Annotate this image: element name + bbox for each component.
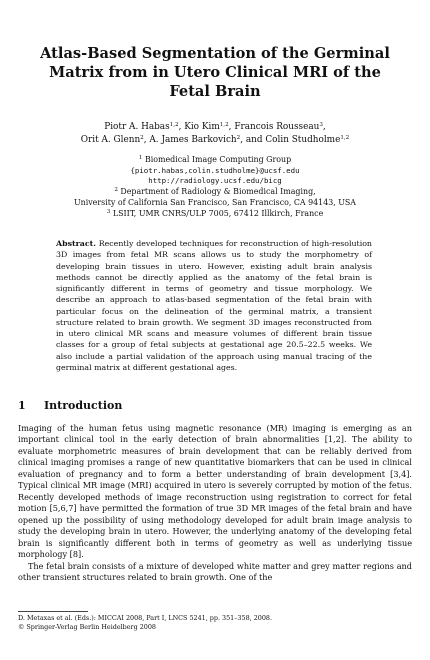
affiliation-mark: 3 xyxy=(106,208,111,215)
title-line: Fetal Brain xyxy=(169,83,261,100)
author-name: Francois Rousseau xyxy=(234,122,320,132)
footnote-rule xyxy=(18,611,88,612)
affiliation-email: {piotr.habas,colin.studholme}@ucsf.edu xyxy=(130,165,300,175)
section-title: Introduction xyxy=(44,399,123,412)
author-name: Piotr A. Habas xyxy=(104,122,170,132)
citation-line: D. Metaxas et al. (Eds.): MICCAI 2008, Part I, LNCS 5241, pp. 351–358, 2008. xyxy=(18,614,272,622)
affiliation-url: http://radiology.ucsf.edu/bicg xyxy=(148,176,282,186)
title-line: Matrix from in Utero Clinical MRI of the xyxy=(49,64,381,81)
copyright-line: © Springer-Verlag Berlin Heidelberg 2008 xyxy=(18,622,156,631)
author-affiliation-mark: 2 xyxy=(236,134,241,141)
author-affiliation-mark: 2 xyxy=(140,134,144,141)
author-name: Orit A. Glenn xyxy=(80,134,141,145)
affiliation-mark: 1 xyxy=(138,155,143,161)
author-line: Piotr A. Habas$^{1,2}$, Kio Kim$^{1,2}$, Francois Rousseau$^3$, xyxy=(104,122,326,132)
body-text xyxy=(18,423,412,584)
author-affiliation-mark: 1,2 xyxy=(169,122,179,128)
paragraph: The fetal brain consists of a mixture of developed white matter and grey matter regions and other transient structures related to brain growth. One of the xyxy=(18,560,412,583)
author-name: Kio Kim xyxy=(184,122,220,132)
paper-title xyxy=(30,44,400,101)
affiliations xyxy=(20,155,410,219)
abstract-text: Recently developed techniques for reconstruction of high-resolution 3D images from fetal MR scans allows us to study the morphometry of developing brain tissues in utero. However, existing adult brain analysis methods cannot be directly applied as the anatomy of the fetal brain is significantly different in terms of geometry and tissue morphology. We describe an approach to atlas-based segmentation of the fetal brain with particular focus on the delineation of the germinal matrix, a transient structure related to brain growth. We segment 3D images reconstructed from in utero clinical MR scans and measure volumes of different brain tissue classes for a group of fetal subjects at gestational age 20.5–22.5 weeks. We also include a partial validation of the approach using manual tracing of the germinal matrix at different gestational ages. xyxy=(56,239,372,372)
paragraph: Imaging of the human fetus using magnetic resonance (MR) imaging is emerging as an important clinical tool in the early detection of brain abnormalities [1,2]. The ability to evaluate morphometric measures of brain development that can be reliably derived from clinical imaging promises a range of new quantitative biomarkers that can be used in clinical evaluation of pregnancy and to form a better understanding of brain development [3,4]. Typical clinical MR image (MRI) acquired in utero is severely corrupted by motion of the fetus. Recently developed methods of image reconstruction using registration to correct for fetal motion [5,6,7] have permitted the formation of true 3D MR images of the fetal brain and have opened up the possibility of using methodology developed for adult brain image analysis to study the developing brain in utero. However, the underlying anatomy of the developing fetal brain is significantly different both in terms of geometry as well as underlying tissue morphology [8]. xyxy=(18,423,412,560)
affiliation-3: $^3$ LSIIT, UMR CNRS/ULP 7005, 67412 Illkirch, France xyxy=(106,208,324,218)
author-name: and Colin Studholme xyxy=(245,134,341,145)
abstract-label: Abstract. xyxy=(56,239,96,248)
affiliation-2: $^2$ Department of Radiology & Biomedical Imaging, xyxy=(114,187,316,197)
affiliation-mark: 2 xyxy=(114,187,118,194)
section-heading xyxy=(18,399,122,413)
author-affiliation-mark: 1,2 xyxy=(340,134,350,141)
affiliation-address: University of California San Francisco, San Francisco, CA 94143, USA xyxy=(73,197,357,207)
abstract xyxy=(56,238,372,373)
author-affiliation-mark: 3 xyxy=(319,122,323,128)
title-line: Atlas-Based Segmentation of the Germinal xyxy=(40,45,390,62)
author-name: A. James Barkovich xyxy=(149,134,237,145)
author-line: Orit A. Glenn$^2$, A. James Barkovich$^2$, and Colin Studholme$^{1,2}$ xyxy=(80,134,350,145)
section-number: 1 xyxy=(18,399,26,412)
affiliation-1: $^1$ Biomedical Image Computing Group xyxy=(138,155,292,164)
publication-footer xyxy=(18,614,272,631)
author-affiliation-mark: 1,2 xyxy=(219,122,229,128)
author-list xyxy=(30,121,400,146)
